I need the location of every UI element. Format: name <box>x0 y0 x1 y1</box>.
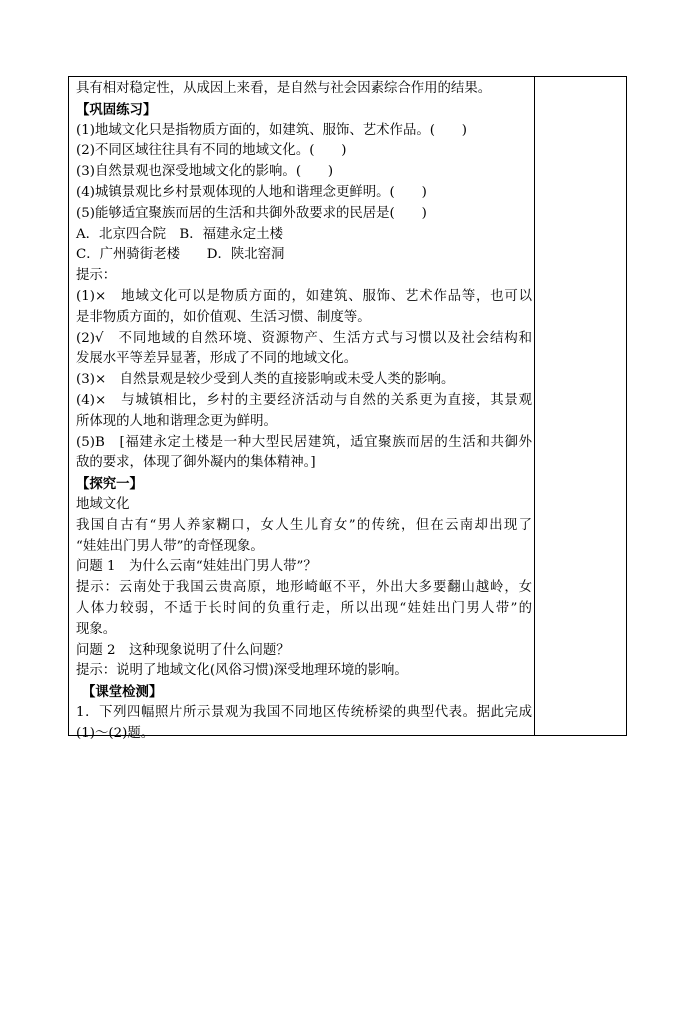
column-divider <box>534 77 535 735</box>
section-heading: 【巩固练习】 <box>76 101 157 118</box>
hint-line: 提示：云南处于我国云贵高原，地形崎岖不平，外出大多要翻山越岭，女 <box>76 580 532 596</box>
answer-line: (1)× 地域文化可以是物质方面的，如建筑、服饰、艺术作品等，也可以 <box>76 288 532 304</box>
answer-line: (4)× 与城镇相比，乡村的主要经济活动与自然的关系更为直接，其景观 <box>76 392 532 408</box>
document-table <box>68 76 627 741</box>
hint-label: 提示： <box>76 268 117 284</box>
section-heading: 【课堂检测】 <box>82 684 163 701</box>
option-line: A．北京四合院 B．福建永定土楼 <box>76 226 283 242</box>
text-line: “娃娃出门男人带”的奇怪现象。 <box>76 538 264 554</box>
question-line: (3)自然景观也深受地域文化的影响。( ) <box>76 164 334 180</box>
answer-line: (2)√ 不同地域的自然环境、资源物产、生活方式与习惯以及社会结构和 <box>76 330 532 346</box>
answer-line: (5)B [福建永定土楼是一种大型民居建筑，适宜聚族而居的生活和共御外 <box>76 434 532 450</box>
section-heading: 【探究一】 <box>76 476 143 493</box>
question-line: (1)地域文化只是指物质方面的，如建筑、服饰、艺术作品。( ) <box>76 122 467 138</box>
question-line: (4)城镇景观比乡村景观体现的人地和谐理念更鲜明。( ) <box>76 184 427 200</box>
answer-line: (3)× 自然景观是较少受到人类的直接影响或未受人类的影响。 <box>76 372 455 388</box>
question-line: 1．下列四幅照片所示景观为我国不同地区传统桥梁的典型代表。据此完成 <box>76 704 532 720</box>
question-line: (2)不同区域往往具有不同的地域文化。( ) <box>76 143 347 159</box>
topic-title: 地域文化 <box>76 496 130 512</box>
main-cell <box>76 79 532 745</box>
question-line: 问题 1 为什么云南“娃娃出门男人带”？ <box>76 559 317 575</box>
answer-line: 是非物质方面的，如价值观、生活习惯、制度等。 <box>76 309 371 325</box>
answer-line: 敌的要求，体现了御外凝内的集体精神。] <box>76 455 316 471</box>
question-line: (1)～(2)题。 <box>76 725 155 741</box>
hint-line: 现象。 <box>76 621 117 637</box>
hint-line: 人体力较弱，不适于长时间的负重行走，所以出现“娃娃出门男人带”的 <box>76 600 532 616</box>
hint-line: 提示：说明了地域文化(风俗习惯)深受地理环境的影响。 <box>76 663 408 679</box>
text-line: 我国自古有“男人养家糊口，女人生儿育女”的传统，但在云南却出现了 <box>76 517 532 533</box>
question-line: (5)能够适宜聚族而居的生活和共御外敌要求的民居是( ) <box>76 205 427 221</box>
answer-line: 发展水平等差异显著，形成了不同的地域文化。 <box>76 351 358 367</box>
answer-line: 所体现的人地和谐理念更为鲜明。 <box>76 413 277 429</box>
option-line: C．广州骑街老楼 D．陕北窑洞 <box>76 247 285 263</box>
text-line: 具有相对稳定性，从成因上来看，是自然与社会因素综合作用的结果。 <box>76 81 492 96</box>
question-line: 问题 2 这种现象说明了什么问题？ <box>76 642 290 658</box>
